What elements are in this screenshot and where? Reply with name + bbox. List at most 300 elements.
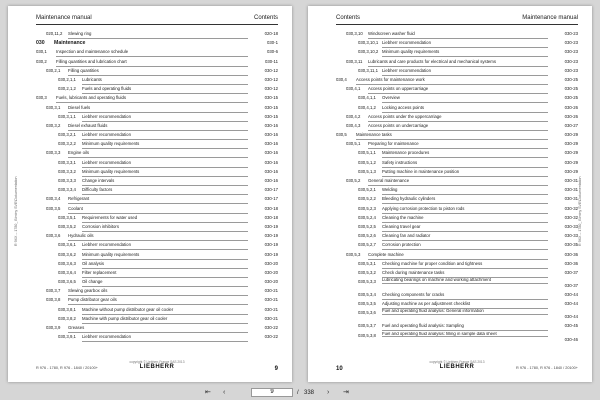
toc-entry-page: 030-21 bbox=[264, 297, 278, 303]
toc-entry-title: Lubricating bearings on machine and working attachment bbox=[382, 278, 548, 284]
toc-entry-title: Pump distributor gear oils bbox=[68, 296, 248, 305]
toc-entry[interactable] bbox=[336, 214, 578, 223]
toc-entry-title: Adjusting machine as per adjustment checklist bbox=[382, 300, 548, 309]
toc-entry-page: 030-37 bbox=[564, 269, 578, 275]
toc-entry-title: Checking components for cracks bbox=[382, 291, 548, 300]
toc-entry-title: Liebherr recommendation bbox=[82, 113, 248, 122]
toc-entry-title: Liebherr recommendation bbox=[82, 159, 248, 168]
toc-entry[interactable] bbox=[36, 251, 278, 260]
toc-entry-title: Checking machine for proper condition and tightness bbox=[382, 260, 548, 269]
toc-entry-page: 030-32 bbox=[564, 214, 578, 220]
toc-entry-title: Liebherr recommendation bbox=[82, 241, 248, 250]
toc-entry[interactable] bbox=[336, 76, 578, 85]
toc-entry[interactable] bbox=[336, 48, 578, 57]
toc-entry-title: Coolant bbox=[68, 205, 248, 214]
toc-entry-page: 030-27 bbox=[564, 122, 578, 128]
toc-entry-number: 030,3,8,1 bbox=[58, 306, 76, 312]
toc-entry[interactable] bbox=[36, 159, 278, 168]
toc-entry-page: 030-36 bbox=[564, 251, 578, 257]
toc-entry-page: 030-25 bbox=[564, 76, 578, 82]
toc-entry-page: 030-23 bbox=[564, 49, 578, 55]
toc-entry[interactable] bbox=[36, 48, 278, 57]
page-separator: / bbox=[297, 390, 299, 396]
last-page-icon[interactable]: ⇥ bbox=[343, 389, 349, 396]
toc-entry-page: 030-29 bbox=[564, 141, 578, 147]
toc-entry-number: 030,5,3,8 bbox=[358, 332, 376, 338]
toc-entry-number: 030,5,3,7 bbox=[358, 323, 376, 329]
toc-entry[interactable] bbox=[336, 58, 578, 67]
toc-entry-number: 030,2,1 bbox=[46, 67, 61, 73]
toc-entry[interactable] bbox=[36, 58, 278, 67]
toc-entry-title: Filter replacement bbox=[82, 269, 248, 278]
toc-entry[interactable] bbox=[36, 94, 278, 103]
header-manual-title: Maintenance manual bbox=[36, 15, 92, 21]
toc-entry-title: Cleaning fan and radiator bbox=[382, 232, 548, 241]
toc-entry[interactable] bbox=[336, 131, 578, 140]
toc-entry-number: 030,5,1,2 bbox=[358, 159, 376, 165]
toc-entry-page: 030-25 bbox=[564, 86, 578, 92]
toc-entry-page: 030-26 bbox=[564, 113, 578, 119]
toc-entry[interactable] bbox=[336, 332, 578, 345]
toc-entry-page: 030-26 bbox=[564, 104, 578, 110]
toc-entry-page: 030-16 bbox=[264, 141, 278, 147]
toc-entry-number: 030,3,3,3 bbox=[58, 178, 76, 183]
toc-entry-title: Liebherr recommendation bbox=[82, 131, 248, 140]
toc-entry[interactable] bbox=[336, 205, 578, 214]
toc-entry-title: Machine without pump distributor gear oil cooler bbox=[82, 306, 248, 315]
toc-entry-page: 030-21 bbox=[264, 288, 278, 294]
page-header bbox=[36, 14, 278, 25]
toc-entry-number: 030,5,2,7 bbox=[358, 242, 376, 248]
toc-entry-title: Filling quantities and lubrication chart bbox=[56, 58, 248, 67]
toc-entry[interactable] bbox=[36, 205, 278, 214]
toc-entry-page: 030-29 bbox=[564, 168, 578, 174]
toc-entry-title: Slewing gearbox oils bbox=[68, 287, 248, 296]
toc-entry-title: Complete machine bbox=[368, 251, 548, 260]
toc-entry-number: 030,3,10 bbox=[346, 31, 363, 36]
toc-entry-title: Cleaning the machine bbox=[382, 214, 548, 223]
toc-entry-title: General maintenance bbox=[368, 177, 548, 186]
toc-entry-number: 030,4,1 bbox=[346, 86, 361, 92]
toc-entry-page: 030-16 bbox=[264, 132, 278, 138]
table-of-contents bbox=[36, 30, 278, 342]
toc-entry-title: Maintenance procedures bbox=[382, 149, 548, 158]
toc-entry-number: 030,3,5,1 bbox=[58, 214, 76, 220]
toc-entry[interactable] bbox=[336, 300, 578, 309]
toc-entry-title: Maintenance bbox=[54, 40, 86, 47]
toc-entry-number: 030,5,2,1 bbox=[358, 187, 376, 193]
toc-entry[interactable] bbox=[36, 104, 278, 113]
toc-entry-number: 030,3,1 bbox=[46, 104, 61, 110]
toc-entry-page: 030-31 bbox=[564, 178, 578, 183]
toc-entry-page: 030-31 bbox=[564, 196, 578, 202]
toc-entry-page: 030-15 bbox=[264, 113, 278, 119]
first-page-icon[interactable]: ⇤ bbox=[205, 389, 211, 396]
toc-entry-title: Machine with pump distributor gear oil cooler bbox=[82, 315, 248, 324]
toc-entry-title: Welding bbox=[382, 186, 548, 195]
toc-entry-page: 030-21 bbox=[264, 306, 278, 312]
toc-entry-title: Check during maintenance tasks bbox=[382, 269, 548, 278]
toc-entry-number: 030,3,5,2 bbox=[58, 223, 76, 229]
toc-entry-title: Greases bbox=[68, 324, 248, 333]
toc-entry-page: 030-31 bbox=[564, 187, 578, 193]
toc-entry-number: 030,4,1,2 bbox=[358, 104, 376, 110]
toc-entry-title: Minimum quality requirements bbox=[82, 168, 248, 177]
toc-entry[interactable] bbox=[336, 113, 578, 122]
margin-note: R 9XX – 1780_ Biminy SVE\Dokumentation bbox=[14, 176, 18, 246]
prev-page-icon[interactable]: ‹ bbox=[223, 389, 226, 396]
toc-entry-number: 030,3,9,1 bbox=[58, 334, 76, 340]
toc-entry-page: 030-22 bbox=[264, 325, 278, 330]
toc-entry-page: 030-29 bbox=[564, 159, 578, 165]
toc-entry-page: 030-19 bbox=[264, 223, 278, 229]
toc-entry-page: 030-36 bbox=[564, 260, 578, 266]
toc-entry-title: Access points under the uppercarriage bbox=[368, 113, 548, 122]
toc-entry[interactable] bbox=[336, 195, 578, 204]
toc-entry-number: 030,5,2,6 bbox=[358, 233, 376, 239]
header-manual-title: Maintenance manual bbox=[522, 15, 578, 21]
toc-entry[interactable] bbox=[36, 113, 278, 122]
toc-entry-title: Safety instructions bbox=[382, 159, 548, 168]
toc-entry[interactable] bbox=[36, 241, 278, 250]
left-page bbox=[8, 6, 292, 382]
toc-entry-page: 030-12 bbox=[264, 67, 278, 73]
toc-entry-title: Lubricants bbox=[82, 76, 248, 85]
toc-entry-number: 030,3,2 bbox=[46, 122, 61, 128]
toc-entry-number: 030,3,5 bbox=[46, 205, 61, 211]
toc-entry-page: 030-23 bbox=[564, 40, 578, 46]
toc-entry[interactable] bbox=[336, 232, 578, 241]
toc-entry-title: Change intervals bbox=[82, 177, 248, 186]
header-section-title: Contents bbox=[336, 15, 361, 21]
toc-entry-number: 030,4,2 bbox=[346, 113, 361, 119]
page-header bbox=[336, 14, 578, 25]
toc-entry-number: 030,4,3 bbox=[346, 122, 361, 128]
footer-brand bbox=[430, 360, 485, 370]
toc-entry[interactable] bbox=[36, 149, 278, 158]
toc-entry-page: 030-16 bbox=[264, 150, 278, 156]
toc-entry[interactable] bbox=[336, 168, 578, 177]
toc-entry-number: 030,2 bbox=[36, 58, 47, 64]
toc-entry-number: 030,5,3,1 bbox=[358, 260, 376, 266]
toc-entry[interactable] bbox=[36, 296, 278, 305]
toc-entry-number: 030,3,6,4 bbox=[58, 269, 76, 275]
toc-entry-number: 030,5,3,6 bbox=[358, 310, 376, 316]
toc-entry-number: 030,3,10,1 bbox=[358, 40, 379, 46]
liebherr-logo: LIEBHERR bbox=[139, 364, 175, 370]
toc-entry-page: 030-19 bbox=[264, 251, 278, 257]
toc-entry[interactable] bbox=[336, 94, 578, 103]
toc-entry-title: Fuel and operating fluid analysis: General information bbox=[382, 309, 548, 315]
toc-entry-page: 030-18 bbox=[264, 205, 278, 211]
toc-entry-title: Liebherr recommendation bbox=[382, 39, 548, 48]
toc-entry-page: 030-44 bbox=[564, 301, 578, 307]
toc-entry[interactable] bbox=[36, 67, 278, 76]
toc-entry-number: 030,5,2,5 bbox=[358, 223, 376, 229]
toc-entry-page: 030-25 bbox=[564, 95, 578, 101]
toc-entry-title: Oil change bbox=[82, 278, 248, 287]
toc-entry-number: 030,3,6,2 bbox=[58, 251, 76, 257]
toc-entry-page: 030-6 bbox=[267, 49, 278, 55]
toc-entry-title: Fuels and operating fluids bbox=[82, 85, 248, 94]
toc-entry[interactable] bbox=[336, 177, 578, 186]
toc-entry-page: 030-21 bbox=[264, 315, 278, 321]
toc-entry[interactable] bbox=[336, 269, 578, 278]
toc-entry-title: Minimum quality requirements bbox=[382, 48, 548, 57]
toc-entry-page: 030-20 bbox=[264, 269, 278, 275]
liebherr-logo: LIEBHERR bbox=[439, 364, 475, 370]
toc-entry-title: Access points on uppercarriage bbox=[368, 85, 548, 94]
toc-entry-page: 030-16 bbox=[264, 168, 278, 174]
toc-entry[interactable] bbox=[336, 67, 578, 76]
toc-entry[interactable] bbox=[36, 76, 278, 85]
toc-entry-number: 030,3,1,1 bbox=[58, 113, 76, 119]
toc-entry-title: Preparing for maintenance bbox=[368, 140, 548, 149]
toc-entry-number: 030,5,1,1 bbox=[358, 150, 376, 156]
toc-entry-title: Liebherr recommendation bbox=[82, 333, 248, 342]
toc-entry-title: Corrosion protection bbox=[382, 241, 548, 250]
toc-entry[interactable] bbox=[36, 223, 278, 232]
toc-entry[interactable] bbox=[336, 122, 578, 131]
toc-entry[interactable] bbox=[36, 177, 278, 186]
footer-copyright: copyright © Liebherr-France SAS 2013 bbox=[429, 360, 485, 364]
next-page-icon[interactable]: › bbox=[327, 389, 330, 396]
toc-entry-title: Windscreen washer fluid bbox=[368, 30, 548, 39]
toc-entry-number: 030,3,2,1 bbox=[58, 132, 76, 138]
toc-entry[interactable] bbox=[36, 131, 278, 140]
toc-entry[interactable] bbox=[36, 39, 278, 48]
toc-entry[interactable] bbox=[36, 186, 278, 195]
toc-entry[interactable] bbox=[336, 241, 578, 250]
toc-entry-title: Overview bbox=[382, 94, 548, 103]
toc-entry[interactable] bbox=[36, 140, 278, 149]
toc-entry[interactable] bbox=[336, 39, 578, 48]
toc-entry[interactable] bbox=[336, 149, 578, 158]
toc-entry-title: Refrigerant bbox=[68, 195, 248, 204]
toc-entry-page: 030-32 bbox=[564, 205, 578, 211]
toc-entry-number: 030,5,2,4 bbox=[358, 214, 376, 220]
toc-entry[interactable] bbox=[336, 223, 578, 232]
toc-entry-number: 030,5,3,3 bbox=[358, 279, 376, 285]
footer-brand bbox=[130, 360, 185, 370]
toc-entry-page: 030-33 bbox=[564, 233, 578, 239]
total-pages: 338 bbox=[304, 390, 315, 396]
toc-entry-page: 030-17 bbox=[264, 187, 278, 193]
toc-entry-title: Minimum quality requirements bbox=[82, 251, 248, 260]
toc-entry[interactable] bbox=[336, 260, 578, 269]
toc-entry-number: 030,2,1,2 bbox=[58, 86, 76, 92]
toc-entry[interactable] bbox=[36, 278, 278, 287]
toc-entry-number: 030,3,11 bbox=[346, 58, 363, 64]
toc-entry-number: 030,5,1,3 bbox=[358, 168, 376, 174]
toc-entry-page: 030-46 bbox=[564, 336, 578, 342]
toc-entry-number: 030,3,3 bbox=[46, 150, 61, 156]
toc-entry-number: 030,3,6 bbox=[46, 233, 61, 239]
toc-entry-number: 020,11,2 bbox=[46, 31, 63, 36]
toc-entry-number: 030,3,2,2 bbox=[58, 141, 76, 147]
toc-entry-page: 030-16 bbox=[264, 159, 278, 165]
toc-entry-page: 030-18 bbox=[264, 214, 278, 220]
toc-entry-number: 030,3,8,2 bbox=[58, 315, 76, 321]
toc-entry-title: Applying corrosion protection to piston rods bbox=[382, 205, 548, 214]
toc-entry[interactable] bbox=[36, 232, 278, 241]
toc-entry[interactable] bbox=[336, 104, 578, 113]
toc-entry-title: Slewing ring bbox=[68, 30, 248, 39]
toc-entry-page: 020-18 bbox=[264, 31, 278, 36]
toc-entry-page: 030-35 bbox=[564, 242, 578, 248]
footer-model-code: R 976 - 1780, R 976 - 1840 / 20100+ bbox=[36, 366, 98, 370]
toc-entry-title: Access points on undercarriage bbox=[368, 122, 548, 131]
toc-entry-title: Inspection and maintenance schedule bbox=[56, 48, 248, 57]
toc-entry-page: 030-1 bbox=[267, 40, 278, 46]
margin-note: R 9XX – 1780_ Biminy SVE\Dokumentation bbox=[578, 176, 582, 246]
toc-entry-title: Locking access points bbox=[382, 104, 548, 113]
toc-entry-number: 030,5,2,2 bbox=[358, 196, 376, 202]
toc-entry-title: Fuels, lubricants and operating fluids bbox=[56, 94, 248, 103]
header-section-title: Contents bbox=[253, 15, 278, 21]
toc-entry-page: 030-15 bbox=[264, 95, 278, 101]
toc-entry-title: Filling quantities bbox=[68, 67, 248, 76]
toc-entry-page: 030-33 bbox=[564, 223, 578, 229]
toc-entry-number: 030,5,3,4 bbox=[358, 292, 376, 298]
toc-entry[interactable] bbox=[36, 122, 278, 131]
toc-entry[interactable] bbox=[336, 85, 578, 94]
toc-entry-page: 030-29 bbox=[564, 150, 578, 156]
toc-entry-page: 030-29 bbox=[564, 132, 578, 138]
toc-entry-number: 030,5,2 bbox=[346, 178, 361, 183]
toc-entry-number: 030,1 bbox=[36, 49, 47, 55]
toc-entry-number: 030,3,8 bbox=[46, 297, 61, 303]
toc-entry[interactable] bbox=[36, 260, 278, 269]
toc-entry-page: 030-11 bbox=[264, 58, 278, 64]
toc-entry[interactable] bbox=[336, 159, 578, 168]
toc-entry-number: 030,4 bbox=[336, 76, 347, 82]
toc-entry[interactable] bbox=[36, 214, 278, 223]
toc-entry-title: Bleeding hydraulic cylinders bbox=[382, 195, 548, 204]
footer-model-code: R 976 - 1780, R 976 - 1840 / 20100+ bbox=[516, 366, 578, 370]
toc-entry-number: 030,3,3,2 bbox=[58, 168, 76, 174]
toc-entry-number: 030,5 bbox=[336, 132, 347, 138]
page-footer bbox=[336, 360, 578, 374]
toc-entry-title: Difficulty factors bbox=[82, 186, 248, 195]
toc-entry-page: 030-23 bbox=[564, 58, 578, 64]
toc-entry-page: 030-20 bbox=[264, 260, 278, 266]
toc-entry-number: 030,3,3,1 bbox=[58, 159, 76, 165]
toc-entry[interactable] bbox=[336, 140, 578, 149]
toc-entry-page: 030-20 bbox=[264, 279, 278, 285]
toc-entry[interactable] bbox=[36, 333, 278, 342]
toc-entry-number: 030,3,11,1 bbox=[358, 67, 378, 73]
toc-entry-page: 030-45 bbox=[564, 323, 578, 329]
toc-entry-number: 030,3,9 bbox=[46, 325, 61, 330]
toc-entry-title: Putting machine in maintenance position bbox=[382, 168, 548, 177]
toc-entry-number: 030,4,1,1 bbox=[358, 95, 376, 101]
toc-entry-title: Cleaning travel gear bbox=[382, 223, 548, 232]
toc-entry-title: Requirements for water used bbox=[82, 214, 248, 223]
page-footer bbox=[36, 360, 278, 374]
page-number-input[interactable] bbox=[251, 388, 293, 397]
toc-entry-title: Lubricants and care products for electrical and mechanical systems bbox=[368, 58, 548, 67]
footer-copyright: copyright © Liebherr-France SAS 2013 bbox=[129, 360, 185, 364]
table-of-contents bbox=[336, 30, 578, 345]
toc-entry-number: 030,3,6,3 bbox=[58, 260, 76, 266]
toc-entry-number: 030,5,3,2 bbox=[358, 269, 376, 275]
toc-entry-page: 030-12 bbox=[264, 86, 278, 92]
toc-entry-title: Minimum quality requirements bbox=[82, 140, 248, 149]
toc-entry-page: 030-17 bbox=[264, 196, 278, 202]
viewer-toolbar bbox=[0, 386, 600, 400]
toc-entry-title: Fuel and operating fluid analysis: Sampling bbox=[382, 322, 548, 331]
right-page bbox=[308, 6, 592, 382]
toc-entry-page: 030-22 bbox=[264, 334, 278, 340]
toc-entry-title: Oil analysis bbox=[82, 260, 248, 269]
toc-entry-number: 030,5,1 bbox=[346, 141, 361, 147]
toc-entry-title: Access points for maintenance work bbox=[356, 76, 548, 85]
toc-entry-title: Liebherr recommendation bbox=[382, 67, 548, 76]
toc-entry-page: 030-15 bbox=[264, 104, 278, 110]
toc-entry[interactable] bbox=[36, 324, 278, 333]
toc-entry-number: 030 bbox=[36, 40, 45, 47]
toc-entry-number: 030,2,1,1 bbox=[58, 76, 76, 82]
toc-entry-title: Maintenance tasks bbox=[356, 131, 548, 140]
toc-entry[interactable] bbox=[36, 306, 278, 315]
toc-entry-page: 030-23 bbox=[564, 31, 578, 36]
toc-entry-number: 030,3 bbox=[36, 95, 47, 101]
page-number: 9 bbox=[274, 366, 278, 372]
toc-entry-number: 030,5,3,5 bbox=[358, 301, 376, 307]
toc-entry-page: 030-16 bbox=[264, 178, 278, 183]
toc-entry-page: 030-12 bbox=[264, 76, 278, 82]
toc-entry-number: 030,3,6,5 bbox=[58, 279, 76, 285]
toc-entry[interactable] bbox=[336, 186, 578, 195]
toc-entry-title: Fuel and operating fluid analysis: filling in sample data sheet bbox=[382, 332, 548, 338]
toc-entry-title: Diesel fuels bbox=[68, 104, 248, 113]
toc-entry[interactable] bbox=[336, 251, 578, 260]
toc-entry-number: 030,3,3,4 bbox=[58, 187, 76, 193]
toc-entry-number: 030,5,3 bbox=[346, 251, 361, 257]
toc-entry[interactable] bbox=[336, 309, 578, 322]
toc-entry-number: 030,5,2,3 bbox=[358, 205, 376, 211]
toc-entry-title: Diesel exhaust fluids bbox=[68, 122, 248, 131]
toc-entry[interactable] bbox=[36, 195, 278, 204]
toc-entry[interactable] bbox=[36, 85, 278, 94]
toc-entry-number: 030,3,10,2 bbox=[358, 49, 379, 55]
toc-entry-page: 030-44 bbox=[564, 314, 578, 320]
toc-entry-page: 030-19 bbox=[264, 233, 278, 239]
toc-entry[interactable] bbox=[36, 269, 278, 278]
toc-entry-page: 030-19 bbox=[264, 242, 278, 248]
toc-entry[interactable] bbox=[36, 30, 278, 39]
toc-entry[interactable] bbox=[336, 278, 578, 291]
toc-entry[interactable] bbox=[336, 291, 578, 300]
toc-entry-page: 030-16 bbox=[264, 122, 278, 128]
page-number: 10 bbox=[336, 366, 343, 372]
toc-entry-number: 030,3,7 bbox=[46, 288, 61, 294]
toc-entry-page: 030-37 bbox=[564, 283, 578, 289]
toc-entry-number: 030,3,6,1 bbox=[58, 242, 76, 248]
toc-entry-number: 030,3,4 bbox=[46, 196, 61, 202]
toc-entry-title: Hydraulic oils bbox=[68, 232, 248, 241]
toc-entry[interactable] bbox=[336, 30, 578, 39]
toc-entry[interactable] bbox=[36, 315, 278, 324]
toc-entry-title: Engine oils bbox=[68, 149, 248, 158]
toc-entry[interactable] bbox=[336, 322, 578, 331]
toc-entry-title: Corrosion inhibitors bbox=[82, 223, 248, 232]
toc-entry-page: 030-23 bbox=[564, 67, 578, 73]
toc-entry[interactable] bbox=[36, 168, 278, 177]
toc-entry[interactable] bbox=[36, 287, 278, 296]
toc-entry-page: 030-44 bbox=[564, 292, 578, 298]
